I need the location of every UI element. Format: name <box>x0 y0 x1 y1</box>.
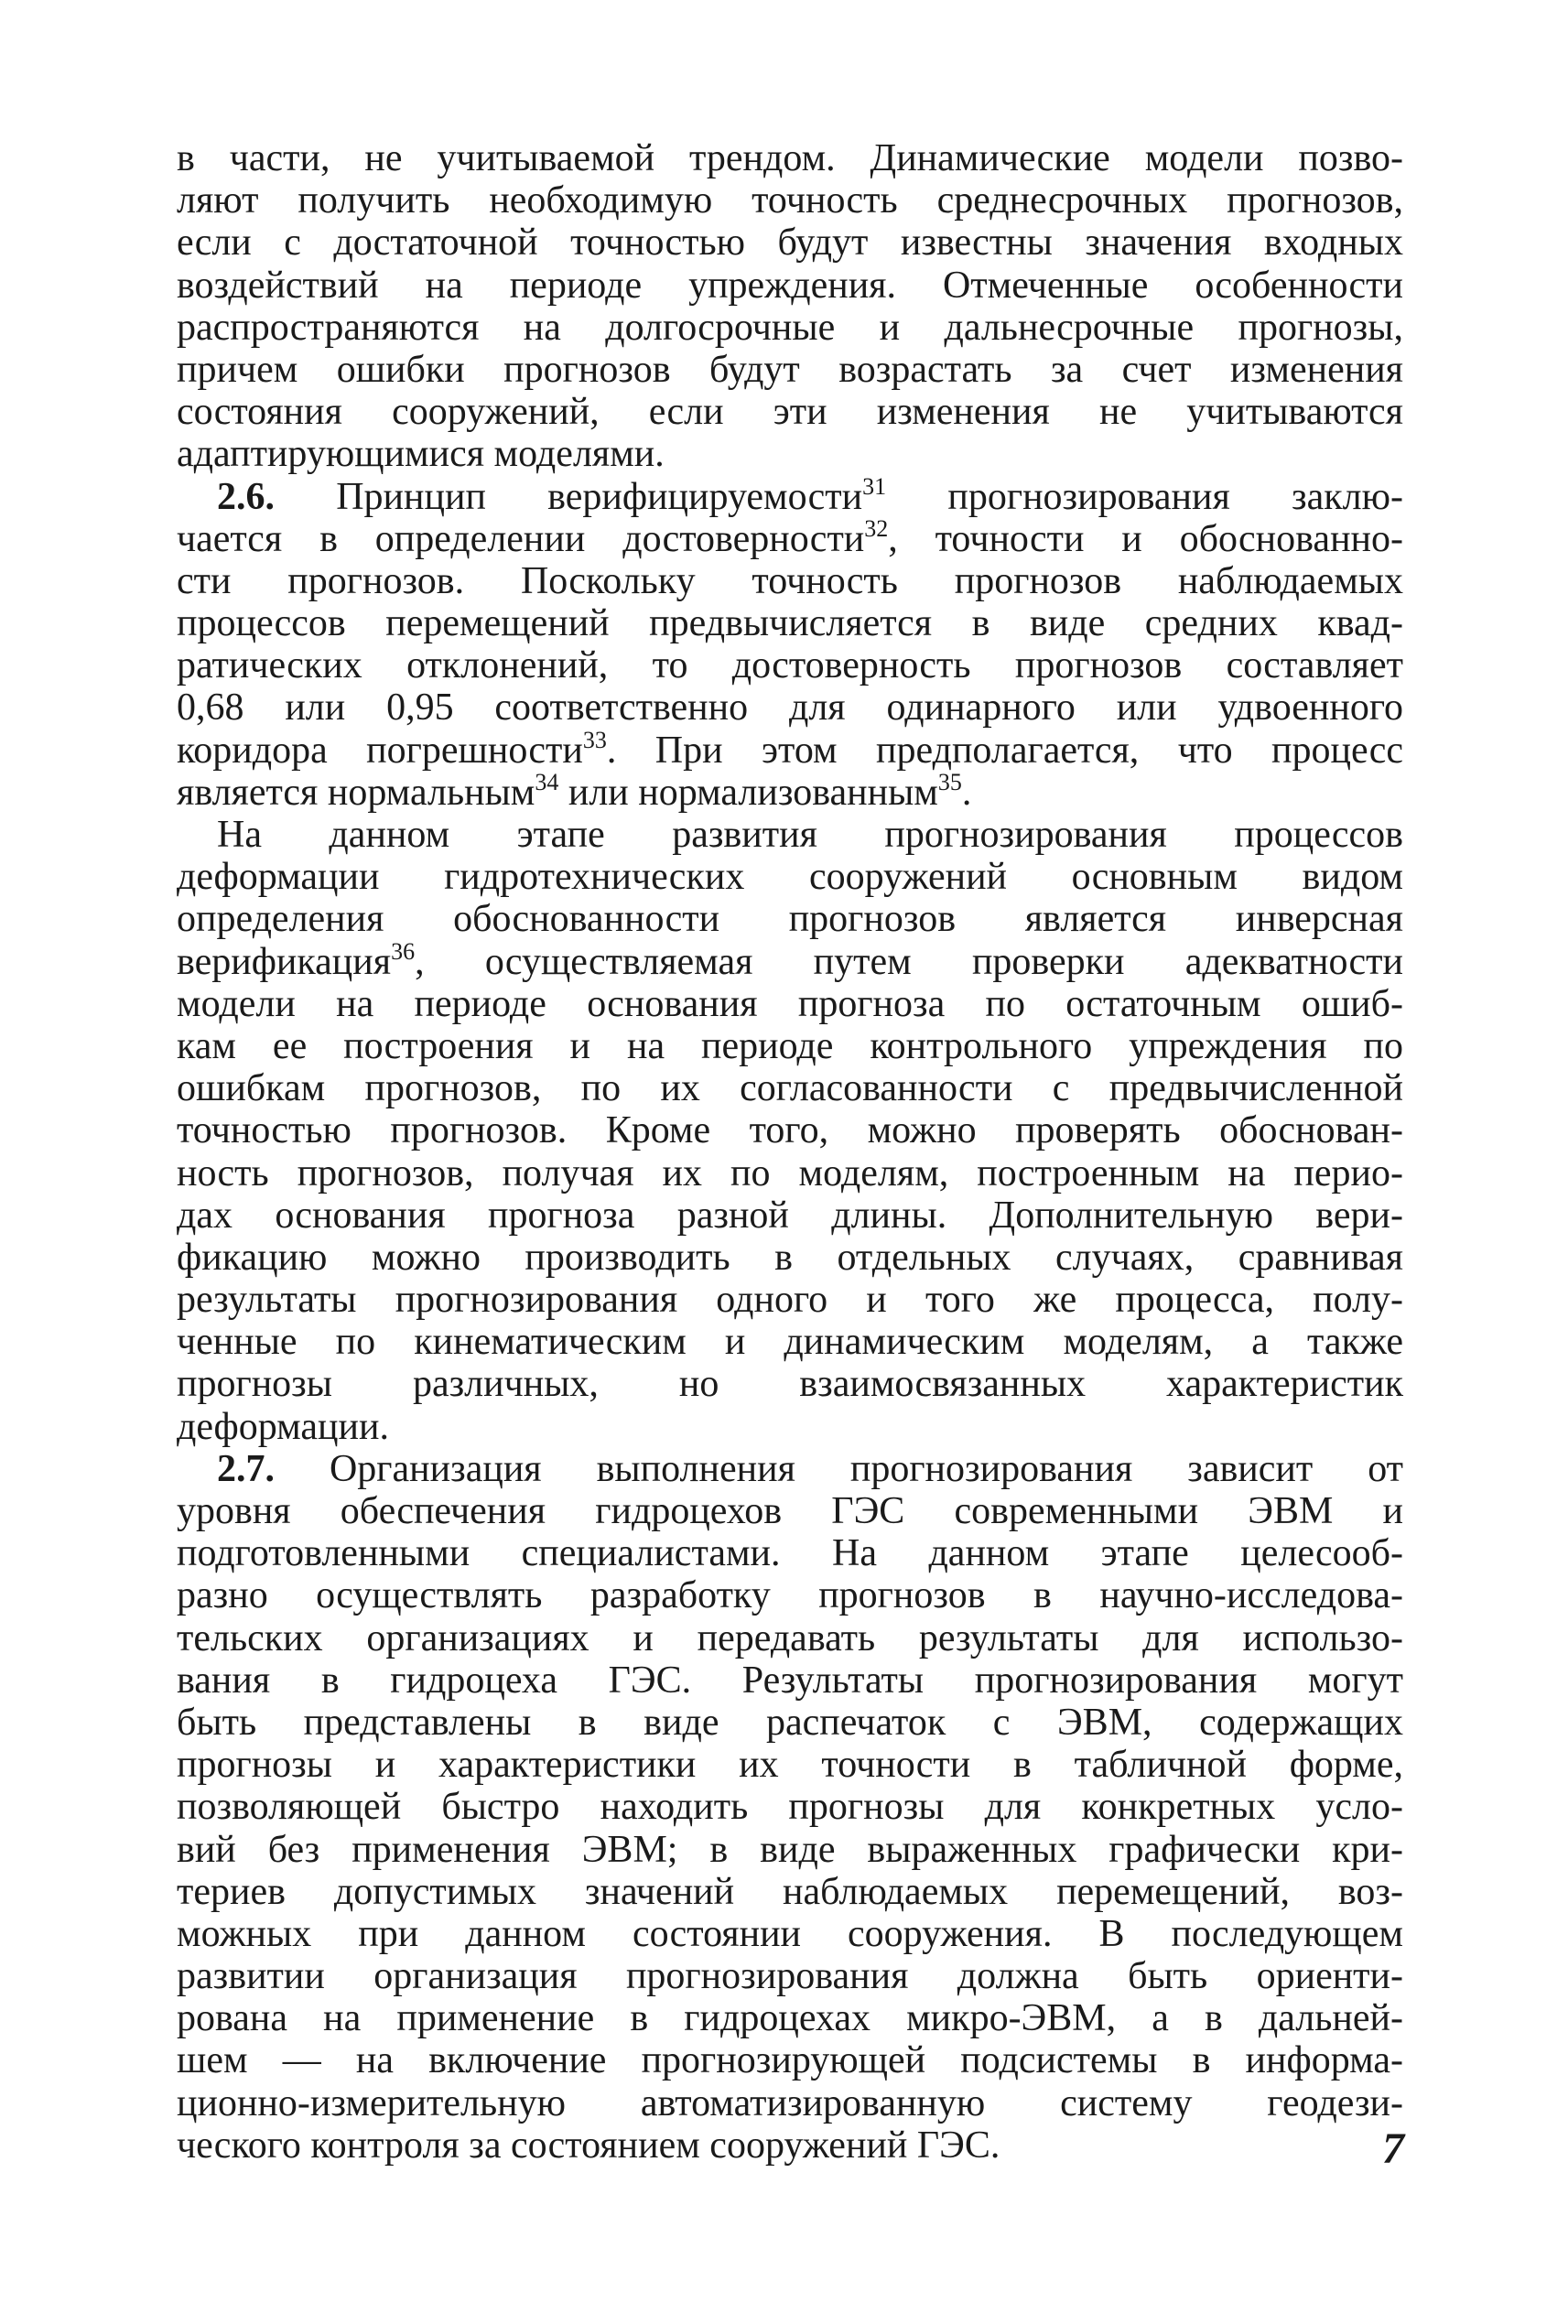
line-text: рована на применение в гидроцехах микро-ЭВМ, а в дальней- <box>177 1997 1403 2040</box>
text-line <box>177 937 1403 983</box>
line-text: Организация выполнения прогнозирования зависит от <box>275 1447 1403 1490</box>
text-line <box>177 1997 1403 2039</box>
line-text: быть представлены в виде распечаток с ЭВМ, содержащих <box>177 1701 1403 1744</box>
text-line <box>177 898 1403 940</box>
line-text: прогнозирования заклю- <box>886 475 1403 518</box>
text-line <box>177 686 1403 729</box>
line-text: причем ошибки прогнозов будут возрастать за счет изменения <box>177 348 1403 391</box>
line-text: определения обоснованности прогнозов является инверсная <box>177 898 1403 941</box>
line-text: модели на периоде основания прогноза по остаточным ошиб- <box>177 982 1403 1025</box>
text-line <box>177 726 1403 772</box>
text-line <box>177 1702 1403 1744</box>
line-text: , осуществляемая путем проверки адекватности <box>415 940 1403 983</box>
line-text: . <box>961 771 972 814</box>
section-number: 2.6. <box>217 475 275 518</box>
text-line <box>177 1406 1403 1448</box>
footnote-ref: 32 <box>864 514 889 542</box>
line-text: ционно-измерительную автоматизированную систему геодези- <box>177 2081 1403 2124</box>
line-text: 0,68 или 0,95 соответственно для одинарного или удвоенного <box>177 686 1403 730</box>
line-text: уровня обеспечения гидроцехов ГЭС современными ЭВМ и <box>177 1490 1403 1532</box>
text-line <box>177 1363 1403 1405</box>
line-text: тельских организациях и передавать результаты для использо- <box>177 1616 1403 1659</box>
line-text: ческого контроля за состоянием сооружений ГЭС. <box>177 2124 1000 2167</box>
line-text: воздействий на периоде упреждения. Отмеченные особенности <box>177 264 1403 307</box>
line-text: деформации. <box>177 1405 389 1448</box>
line-text: ошибкам прогнозов, по их согласованности с предвычисленной <box>177 1067 1403 1110</box>
line-text: ченные по кинематическим и динамическим моделям, а также <box>177 1321 1403 1364</box>
text-line <box>177 2039 1403 2081</box>
text-line <box>177 983 1403 1025</box>
line-text: разно осуществлять разработку прогнозов в научно-исследова- <box>177 1574 1403 1617</box>
text-line <box>177 1067 1403 1109</box>
text-line <box>177 768 1403 814</box>
line-text: ность прогнозов, получая их по моделям, построенным на перио- <box>177 1151 1403 1194</box>
line-text: позволяющей быстро находить прогнозы для конкретных усло- <box>177 1786 1403 1829</box>
line-text: адаптирующимися моделями. <box>177 433 665 476</box>
text-line <box>177 472 1403 518</box>
page-body <box>177 137 1403 2167</box>
text-line <box>177 814 1403 856</box>
line-text: Принцип верифицируемости <box>275 475 863 518</box>
section-number: 2.7. <box>217 1447 275 1490</box>
text-line <box>177 2124 1403 2167</box>
text-line <box>177 644 1403 686</box>
text-line <box>177 1659 1403 1702</box>
line-text: сти прогнозов. Поскольку точность прогнозов наблюдаемых <box>177 559 1403 602</box>
text-line <box>177 856 1403 898</box>
footnote-ref: 34 <box>535 768 559 795</box>
text-line <box>177 1532 1403 1574</box>
line-text: . При этом предполагается, что процесс <box>606 729 1403 772</box>
footnote-ref: 33 <box>582 726 607 753</box>
text-line <box>177 1955 1403 1997</box>
footnote-ref: 31 <box>862 472 887 500</box>
line-text: развитии организация прогнозирования должна быть ориенти- <box>177 1955 1403 1998</box>
text-line <box>177 1829 1403 1871</box>
text-line <box>177 2082 1403 2124</box>
text-line <box>177 391 1403 433</box>
footnote-ref: 35 <box>937 768 962 795</box>
line-text: вий без применения ЭВМ; в виде выраженных графически кри- <box>177 1828 1403 1871</box>
text-line <box>177 602 1403 644</box>
line-text: чается в определении достоверности <box>177 517 865 560</box>
line-text: или нормализованным <box>558 771 938 814</box>
line-text: в части, не учитываемой трендом. Динамические модели позво- <box>177 137 1403 179</box>
line-text: можных при данном состоянии сооружения. В последующем <box>177 1912 1403 1955</box>
text-line <box>177 1109 1403 1151</box>
text-line <box>177 222 1403 264</box>
line-text: фикацию можно производить в отдельных случаях, сравнивая <box>177 1236 1403 1279</box>
line-text: териев допустимых значений наблюдаемых перемещений, воз- <box>177 1870 1403 1913</box>
text-line <box>177 349 1403 391</box>
text-line <box>177 1321 1403 1363</box>
text-line <box>177 433 1403 475</box>
line-text: результаты прогнозирования одного и того же процесса, полу- <box>177 1279 1403 1322</box>
text-line <box>177 1744 1403 1786</box>
line-text: процессов перемещений предвычисляется в виде средних квад- <box>177 602 1403 645</box>
text-line <box>177 1279 1403 1321</box>
text-line <box>177 1913 1403 1955</box>
footnote-ref: 36 <box>391 937 416 965</box>
line-text: На данном этапе развития прогнозирования процессов <box>217 814 1403 856</box>
text-line <box>177 560 1403 602</box>
text-line <box>177 307 1403 349</box>
text-line <box>177 1025 1403 1067</box>
line-text: является нормальным <box>177 771 535 814</box>
text-line <box>177 1574 1403 1616</box>
line-text: точностью прогнозов. Кроме того, можно проверять обоснован- <box>177 1109 1403 1152</box>
text-line <box>177 1152 1403 1194</box>
line-text: коридора погрешности <box>177 729 583 772</box>
page-number: 7 <box>1382 2124 1404 2173</box>
line-text: состояния сооружений, если эти изменения не учитываются <box>177 391 1403 434</box>
line-text: ляют получить необходимую точность среднесрочных прогнозов, <box>177 179 1403 222</box>
line-text: если с достаточной точностью будут известны значения входных <box>177 222 1403 265</box>
text-line <box>177 179 1403 222</box>
text-line <box>177 514 1404 560</box>
text-line <box>177 137 1403 179</box>
line-text: шем — на включение прогнозирующей подсистемы в информа- <box>177 2039 1403 2082</box>
line-text: вания в гидроцеха ГЭС. Результаты прогнозирования могут <box>177 1659 1403 1702</box>
line-text: деформации гидротехнических сооружений основным видом <box>177 856 1403 899</box>
text-line <box>177 1237 1403 1279</box>
text-line <box>177 1617 1403 1659</box>
text-line <box>177 1194 1403 1237</box>
line-text: прогнозы и характеристики их точности в табличной форме, <box>177 1744 1403 1787</box>
text-line <box>177 1448 1403 1490</box>
text-line <box>177 265 1403 307</box>
line-text: кам ее построения и на периоде контрольного упреждения по <box>177 1024 1403 1067</box>
line-text: прогнозы различных, но взаимосвязанных характеристик <box>177 1363 1403 1406</box>
line-text: дах основания прогноза разной длины. Дополнительную вери- <box>177 1194 1403 1237</box>
line-text: верификация <box>177 940 392 983</box>
text-line <box>177 1786 1403 1828</box>
line-text: распространяются на долгосрочные и дальнесрочные прогнозы, <box>177 306 1403 349</box>
line-text: ратических отклонений, то достоверность прогнозов составляет <box>177 644 1403 687</box>
text-line <box>177 1490 1403 1532</box>
line-text: , точности и обоснованно- <box>888 517 1404 560</box>
text-line <box>177 1871 1403 1913</box>
line-text: подготовленными специалистами. На данном этапе целесооб- <box>177 1532 1403 1575</box>
